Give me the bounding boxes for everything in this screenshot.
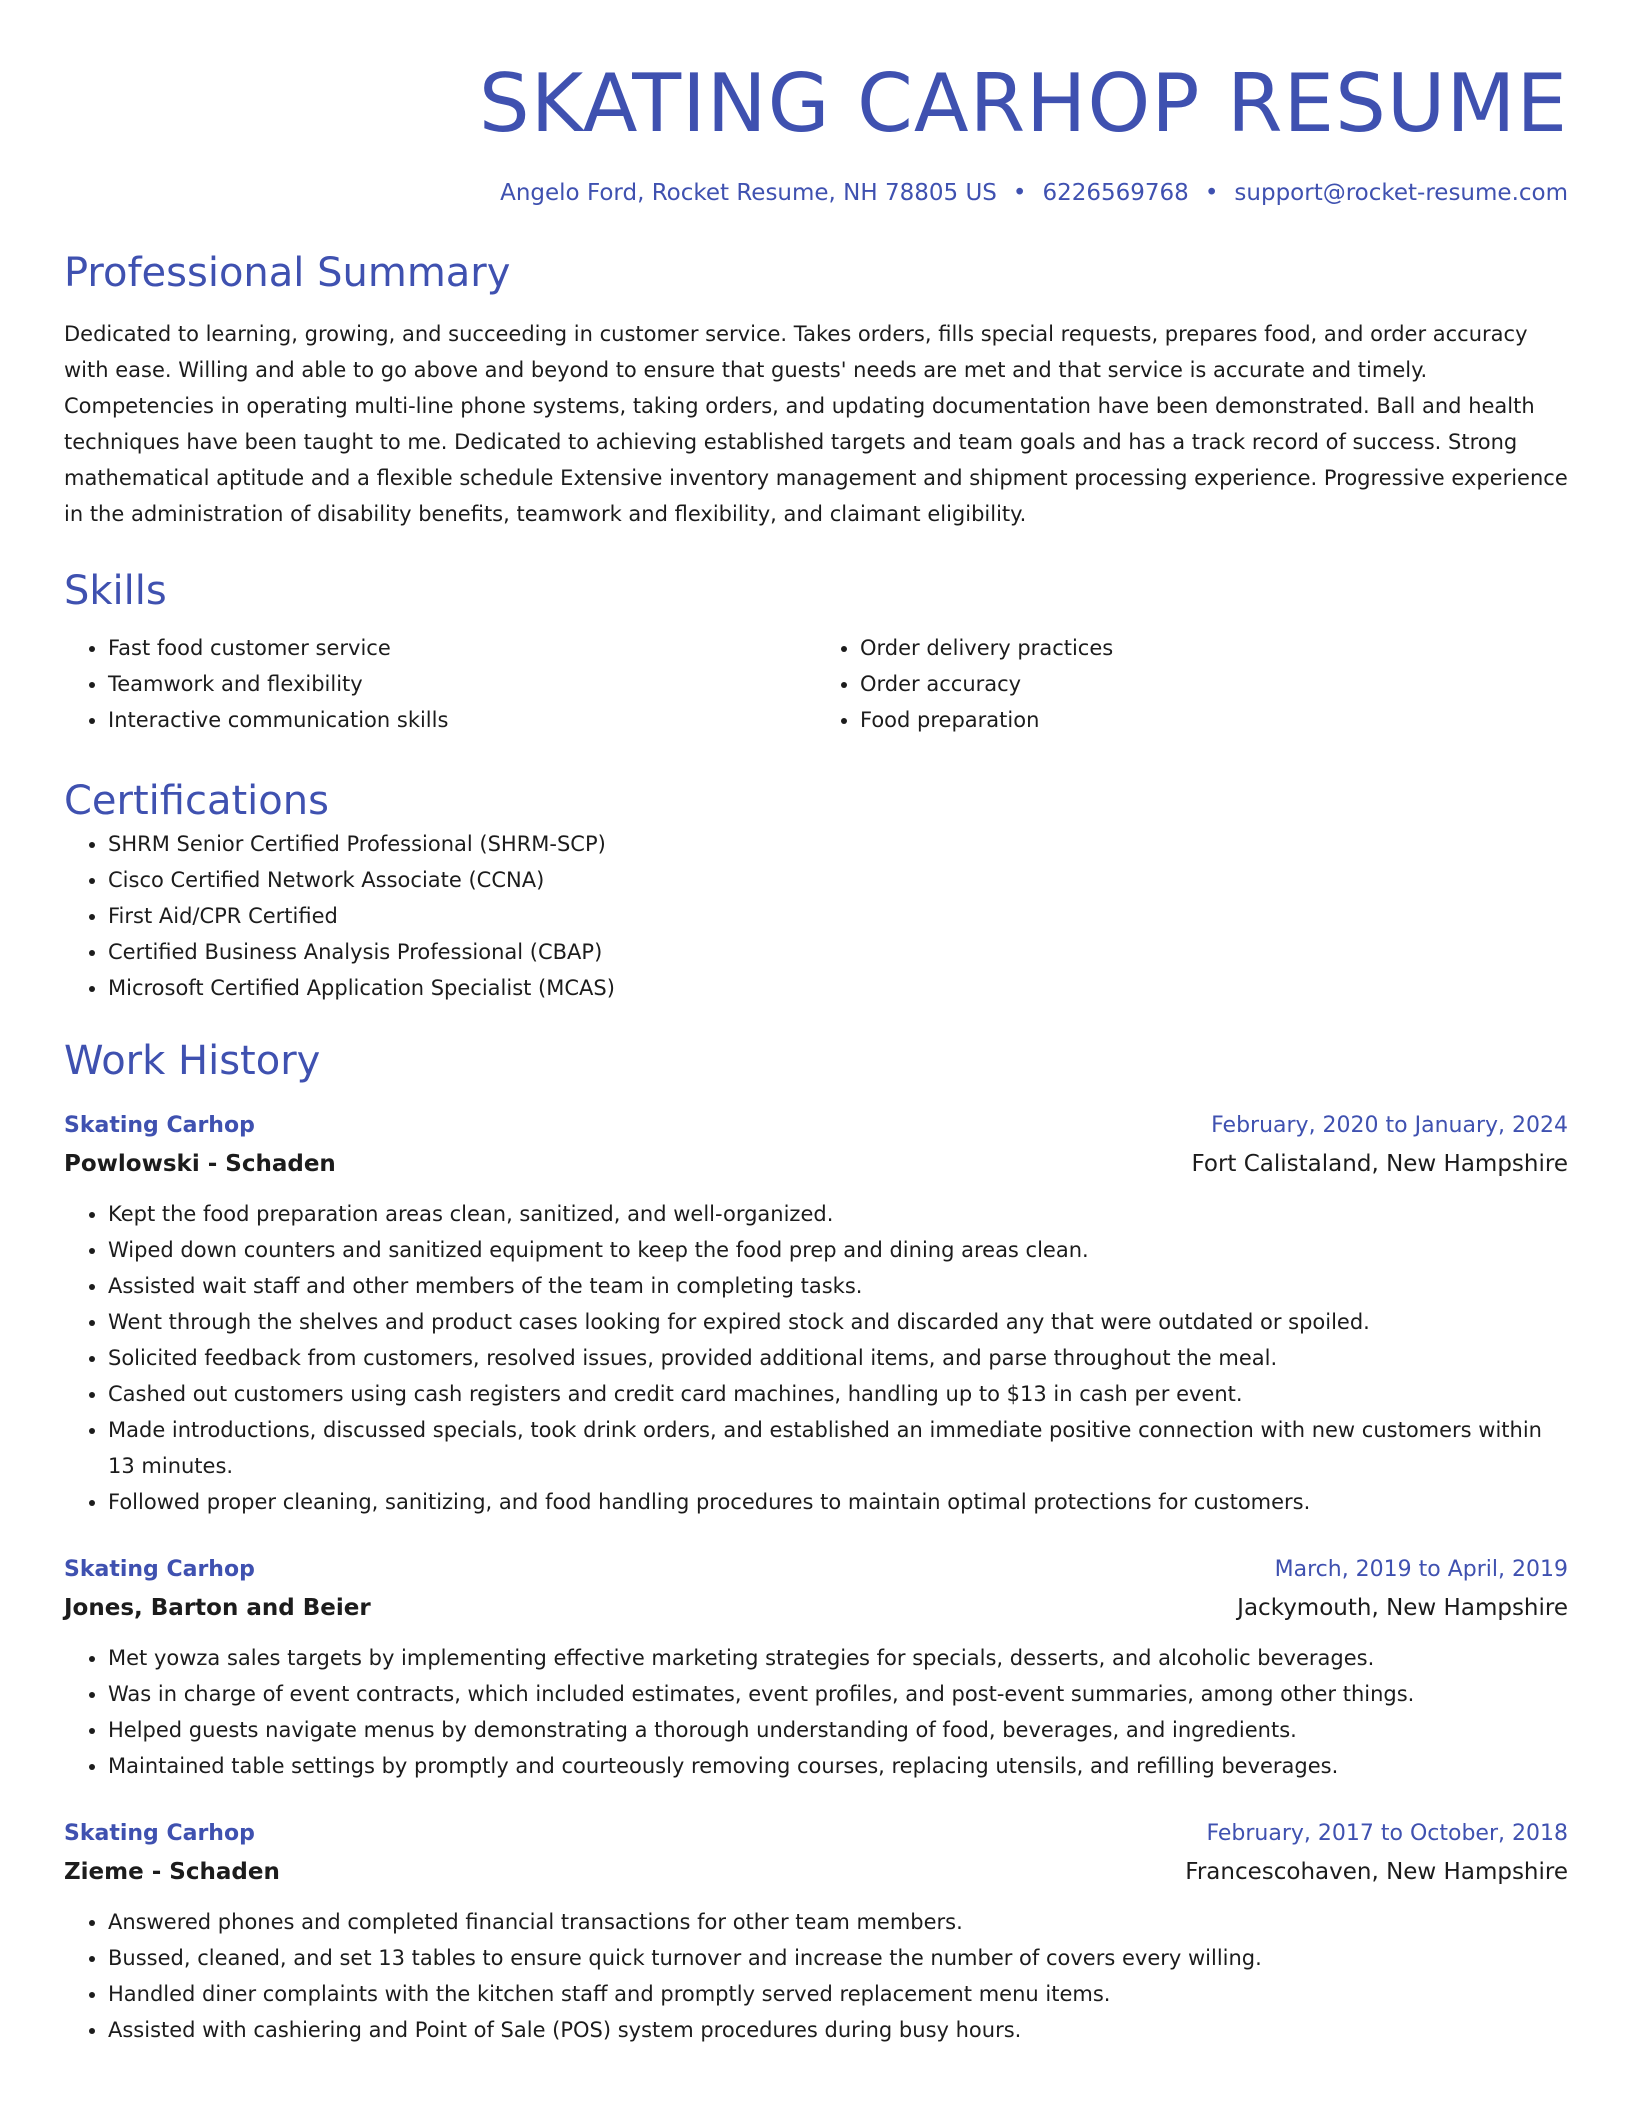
job-location: Francescohaven, New Hampshire — [1185, 1859, 1568, 1885]
job-duty: • Helped guests navigate menus by demonstrating a thorough understanding of food, beverages, and ingredients. — [108, 1712, 1568, 1748]
job-duty: • Followed proper cleaning, sanitizing, and food handling procedures to maintain optimal protections for customers. — [108, 1484, 1568, 1520]
contact-line — [64, 178, 1568, 208]
contact-separator: • — [1204, 180, 1219, 206]
job-duty: • Was in charge of event contracts, which included estimates, event profiles, and post-event summaries, among other things. — [108, 1676, 1568, 1712]
job-duty: • Bussed, cleaned, and set 13 tables to ensure quick turnover and increase the number of covers every willing. — [108, 1940, 1568, 1976]
skill-item: • Food preparation — [860, 702, 1568, 738]
job-duty: • Maintained table settings by promptly and courteously removing courses, replacing utensils, and refilling beverages. — [108, 1748, 1568, 1784]
job-company: Zieme - Schaden — [64, 1859, 280, 1885]
certification-item: • Certified Business Analysis Professional (CBAP) — [108, 934, 1568, 970]
job-duty: • Kept the food preparation areas clean, sanitized, and well-organized. — [108, 1196, 1568, 1232]
contact-phone: 6226569768 — [1042, 180, 1189, 206]
contact-address: Angelo Ford, Rocket Resume, NH 78805 US — [500, 180, 997, 206]
certification-item: • Cisco Certified Network Associate (CCNA) — [108, 862, 1568, 898]
certifications-heading: Certifications — [64, 778, 329, 824]
job-role: Skating Carhop — [64, 1113, 255, 1138]
job-company: Jones, Barton and Beier — [64, 1595, 371, 1621]
job-duties-list — [64, 1904, 1568, 2048]
job-duty: • Made introductions, discussed specials, took drink orders, and established an immediate positive connection with new customers within 13 minutes. — [108, 1412, 1568, 1484]
job-subheader — [64, 1852, 1568, 1892]
certification-item: • SHRM Senior Certified Professional (SHRM-SCP) — [108, 826, 1568, 862]
job-duty: • Cashed out customers using cash registers and credit card machines, handling up to $13 in cash per event. — [108, 1376, 1568, 1412]
skills-list-right — [816, 630, 1568, 738]
job-company: Powlowski - Schaden — [64, 1151, 336, 1177]
job-entry — [64, 1108, 1568, 1520]
skills-grid — [64, 630, 1568, 738]
job-dates: February, 2020 to January, 2024 — [1211, 1113, 1568, 1138]
job-duty: • Solicited feedback from customers, resolved issues, provided additional items, and parse throughout the meal. — [108, 1340, 1568, 1376]
job-subheader — [64, 1144, 1568, 1184]
skill-item: • Fast food customer service — [108, 630, 816, 666]
summary-heading: Professional Summary — [64, 250, 511, 296]
skill-item: • Order accuracy — [860, 666, 1568, 702]
job-duty: • Wiped down counters and sanitized equipment to keep the food prep and dining areas clean. — [108, 1232, 1568, 1268]
job-location: Jackymouth, New Hampshire — [1237, 1595, 1568, 1621]
contact-separator: • — [1012, 180, 1027, 206]
job-duty: • Went through the shelves and product cases looking for expired stock and discarded any that were outdated or spoiled. — [108, 1304, 1568, 1340]
contact-email[interactable]: support@rocket-resume.com — [1234, 180, 1568, 206]
job-duty: • Met yowza sales targets by implementing effective marketing strategies for specials, desserts, and alcoholic beverages. — [108, 1640, 1568, 1676]
skill-item: • Order delivery practices — [860, 630, 1568, 666]
job-duty: • Assisted wait staff and other members of the team in completing tasks. — [108, 1268, 1568, 1304]
job-subheader — [64, 1588, 1568, 1628]
job-role: Skating Carhop — [64, 1821, 255, 1846]
job-entry — [64, 1552, 1568, 1784]
job-header — [64, 1816, 1568, 1852]
certifications-list — [64, 826, 1568, 1006]
job-header — [64, 1552, 1568, 1588]
certification-item: • Microsoft Certified Application Specialist (MCAS) — [108, 970, 1568, 1006]
job-role: Skating Carhop — [64, 1557, 255, 1582]
job-duty: • Assisted with cashiering and Point of Sale (POS) system procedures during busy hours. — [108, 2012, 1568, 2048]
skill-item: • Teamwork and flexibility — [108, 666, 816, 702]
job-duties-list — [64, 1196, 1568, 1520]
job-header — [64, 1108, 1568, 1144]
skill-item: • Interactive communication skills — [108, 702, 816, 738]
job-entry — [64, 1816, 1568, 2048]
job-duty: • Handled diner complaints with the kitchen staff and promptly served replacement menu items. — [108, 1976, 1568, 2012]
resume-title: SKATING CARHOP RESUME — [478, 57, 1568, 150]
work-history-heading: Work History — [64, 1038, 321, 1084]
summary-text: Dedicated to learning, growing, and succeeding in customer service. Takes orders, fills special requests, prepares food, and order accuracy with ease. Willing and able to go above and beyond to ensure that guests' needs are met and that service is accurate and timely. Competencies in operating multi-line phone systems, taking orders, and updating documentation have been demonstrated. Ball and health techniques have been taught to me. Dedicated to achieving established targets and team goals and has a track record of success. Strong mathematical aptitude and a flexible schedule Extensive inventory management and shipment processing experience. Progressive experience in the administration of disability benefits, teamwork and flexibility, and claimant eligibility. — [64, 322, 1568, 526]
skills-heading: Skills — [64, 568, 167, 614]
job-duties-list — [64, 1640, 1568, 1784]
skills-list-left — [64, 630, 816, 738]
job-duty: • Answered phones and completed financial transactions for other team members. — [108, 1904, 1568, 1940]
job-dates: March, 2019 to April, 2019 — [1274, 1557, 1568, 1582]
certification-item: • First Aid/CPR Certified — [108, 898, 1568, 934]
job-location: Fort Calistaland, New Hampshire — [1191, 1151, 1568, 1177]
job-dates: February, 2017 to October, 2018 — [1206, 1821, 1568, 1846]
